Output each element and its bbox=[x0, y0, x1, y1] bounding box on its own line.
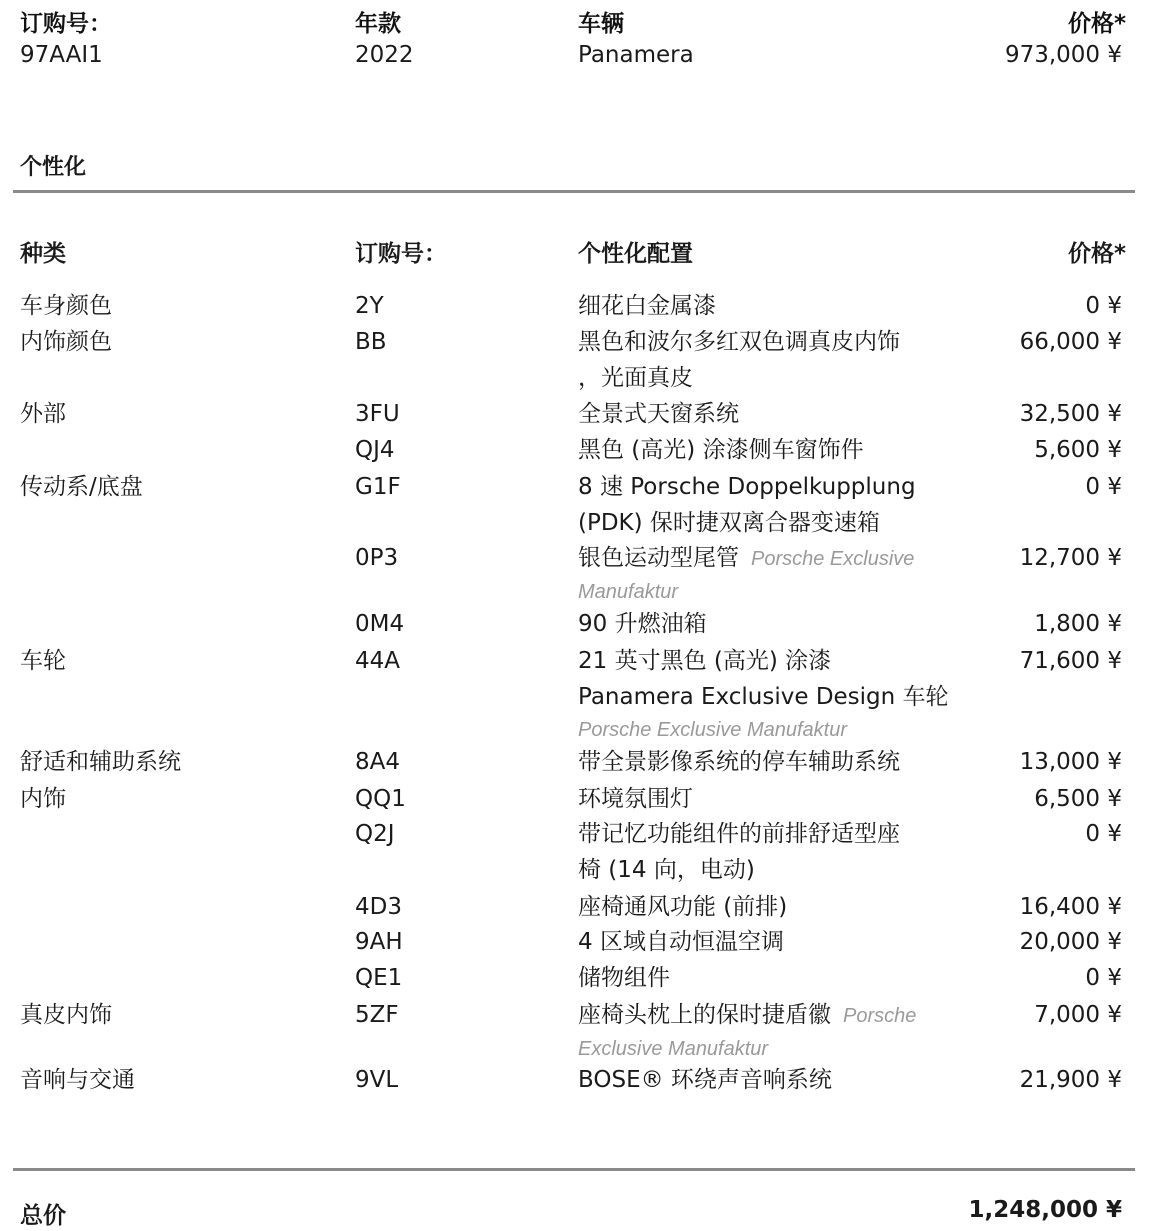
row-configuration bbox=[578, 540, 958, 607]
total-price-label: 总价 bbox=[20, 1203, 66, 1229]
row-category: 内饰颜色 bbox=[20, 329, 112, 355]
configuration-line: 座椅通风功能 (前排) bbox=[578, 894, 788, 920]
order-number-label: 订购号： bbox=[20, 11, 112, 37]
row-price: 13,000 ¥ bbox=[1019, 749, 1122, 775]
vehicle-label: 车辆 bbox=[578, 11, 624, 37]
row-price: 0 ¥ bbox=[1085, 293, 1122, 319]
configuration-line: 黑色和波尔多红双色调真皮内饰 bbox=[578, 329, 900, 355]
row-order-code: QJ4 bbox=[355, 437, 395, 463]
configuration-line: 黑色 (高光) 涂漆侧车窗饰件 bbox=[578, 437, 864, 463]
row-configuration bbox=[578, 469, 958, 541]
column-header-category: 种类 bbox=[20, 241, 66, 267]
column-header-price: 价格* bbox=[1067, 241, 1126, 267]
row-price: 0 ¥ bbox=[1085, 821, 1122, 847]
exclusive-manufaktur-tag-continued: Exclusive Manufaktur bbox=[578, 1038, 769, 1060]
row-order-code: 2Y bbox=[355, 293, 384, 319]
configuration-line: ，光面真皮 bbox=[578, 365, 693, 391]
exclusive-manufaktur-tag: Porsche Exclusive bbox=[751, 548, 915, 570]
row-price: 12,700 ¥ bbox=[1019, 545, 1122, 571]
row-configuration bbox=[578, 924, 958, 960]
row-price: 7,000 ¥ bbox=[1034, 1002, 1122, 1028]
row-order-code: 4D3 bbox=[355, 894, 402, 920]
row-order-code: 44A bbox=[355, 648, 401, 674]
row-configuration bbox=[578, 997, 958, 1064]
row-price: 71,600 ¥ bbox=[1019, 648, 1122, 674]
row-configuration bbox=[578, 960, 958, 996]
column-header-code: 订购号： bbox=[355, 241, 447, 267]
order-number-value: 97AAI1 bbox=[20, 42, 103, 68]
row-category: 内饰 bbox=[20, 786, 66, 812]
row-order-code: 3FU bbox=[355, 401, 400, 427]
configuration-line-with-tag bbox=[578, 997, 958, 1034]
total-divider bbox=[13, 1168, 1135, 1171]
row-order-code: QE1 bbox=[355, 965, 403, 991]
row-configuration bbox=[578, 606, 958, 642]
row-price: 20,000 ¥ bbox=[1019, 929, 1122, 955]
row-price: 66,000 ¥ bbox=[1019, 329, 1122, 355]
row-price: 21,900 ¥ bbox=[1019, 1067, 1122, 1093]
row-configuration bbox=[578, 1062, 958, 1098]
row-price: 32,500 ¥ bbox=[1019, 401, 1122, 427]
row-configuration bbox=[578, 288, 958, 324]
row-price: 1,800 ¥ bbox=[1034, 611, 1122, 637]
row-configuration bbox=[578, 781, 958, 817]
row-configuration bbox=[578, 643, 958, 745]
row-category: 舒适和辅助系统 bbox=[20, 749, 181, 775]
row-price: 0 ¥ bbox=[1085, 474, 1122, 500]
configuration-line-with-tag bbox=[578, 540, 958, 577]
row-order-code: 9VL bbox=[355, 1067, 399, 1093]
section-divider bbox=[13, 190, 1135, 193]
exclusive-manufaktur-tag: Porsche bbox=[843, 1005, 917, 1027]
row-category: 车轮 bbox=[20, 648, 66, 674]
vehicle-value: Panamera bbox=[578, 42, 694, 68]
configuration-line: 环境氛围灯 bbox=[578, 786, 693, 812]
column-header-config: 个性化配置 bbox=[578, 241, 693, 267]
row-order-code: 0M4 bbox=[355, 611, 405, 637]
row-order-code: QQ1 bbox=[355, 786, 406, 812]
configuration-line: 座椅头枕上的保时捷盾徽 bbox=[578, 1002, 831, 1028]
model-year-label: 年款 bbox=[355, 11, 401, 37]
exclusive-manufaktur-tag-continued: Manufaktur bbox=[578, 581, 679, 603]
configuration-line: 带全景影像系统的停车辅助系统 bbox=[578, 749, 900, 775]
configuration-line: 储物组件 bbox=[578, 965, 670, 991]
model-year-value: 2022 bbox=[355, 42, 414, 68]
configuration-line: 4 区域自动恒温空调 bbox=[578, 929, 784, 955]
row-category: 传动系/底盘 bbox=[20, 474, 143, 500]
exclusive-manufaktur-tag: Porsche Exclusive Manufaktur bbox=[578, 719, 848, 741]
configuration-line: 90 升燃油箱 bbox=[578, 611, 707, 637]
row-order-code: 0P3 bbox=[355, 545, 399, 571]
row-configuration bbox=[578, 744, 958, 780]
section-title-personalization: 个性化 bbox=[20, 155, 87, 180]
row-category: 车身颜色 bbox=[20, 293, 112, 319]
row-category: 音响与交通 bbox=[20, 1067, 135, 1093]
base-price-value: 973,000 ¥ bbox=[1004, 42, 1122, 68]
configuration-line: (PDK) 保时捷双离合器变速箱 bbox=[578, 510, 880, 536]
row-order-code: 8A4 bbox=[355, 749, 401, 775]
total-price-value: 1,248,000 ¥ bbox=[968, 1197, 1122, 1223]
row-order-code: 5ZF bbox=[355, 1002, 399, 1028]
configuration-line: 带记忆功能组件的前排舒适型座 bbox=[578, 821, 900, 847]
configuration-line: BOSE® 环绕声音响系统 bbox=[578, 1067, 832, 1093]
configuration-line: 全景式天窗系统 bbox=[578, 401, 739, 427]
row-category: 真皮内饰 bbox=[20, 1002, 112, 1028]
row-price: 16,400 ¥ bbox=[1019, 894, 1122, 920]
row-price: 0 ¥ bbox=[1085, 965, 1122, 991]
configuration-line: 8 速 Porsche Doppelkupplung bbox=[578, 474, 916, 500]
configuration-line: Panamera Exclusive Design 车轮 bbox=[578, 684, 949, 710]
row-price: 6,500 ¥ bbox=[1034, 786, 1122, 812]
row-order-code: 9AH bbox=[355, 929, 403, 955]
row-order-code: G1F bbox=[355, 474, 401, 500]
row-configuration bbox=[578, 324, 958, 396]
configuration-line: 21 英寸黑色 (高光) 涂漆 bbox=[578, 648, 832, 674]
row-configuration bbox=[578, 889, 958, 925]
row-configuration bbox=[578, 816, 958, 888]
configuration-line: 椅 (14 向，电动) bbox=[578, 857, 755, 883]
row-configuration bbox=[578, 432, 958, 468]
configuration-line: 细花白金属漆 bbox=[578, 293, 716, 319]
row-order-code: BB bbox=[355, 329, 387, 355]
configuration-line: 银色运动型尾管 bbox=[578, 545, 739, 571]
row-configuration bbox=[578, 396, 958, 432]
price-label: 价格* bbox=[1067, 11, 1126, 37]
row-price: 5,600 ¥ bbox=[1034, 437, 1122, 463]
row-order-code: Q2J bbox=[355, 821, 395, 847]
row-category: 外部 bbox=[20, 401, 66, 427]
